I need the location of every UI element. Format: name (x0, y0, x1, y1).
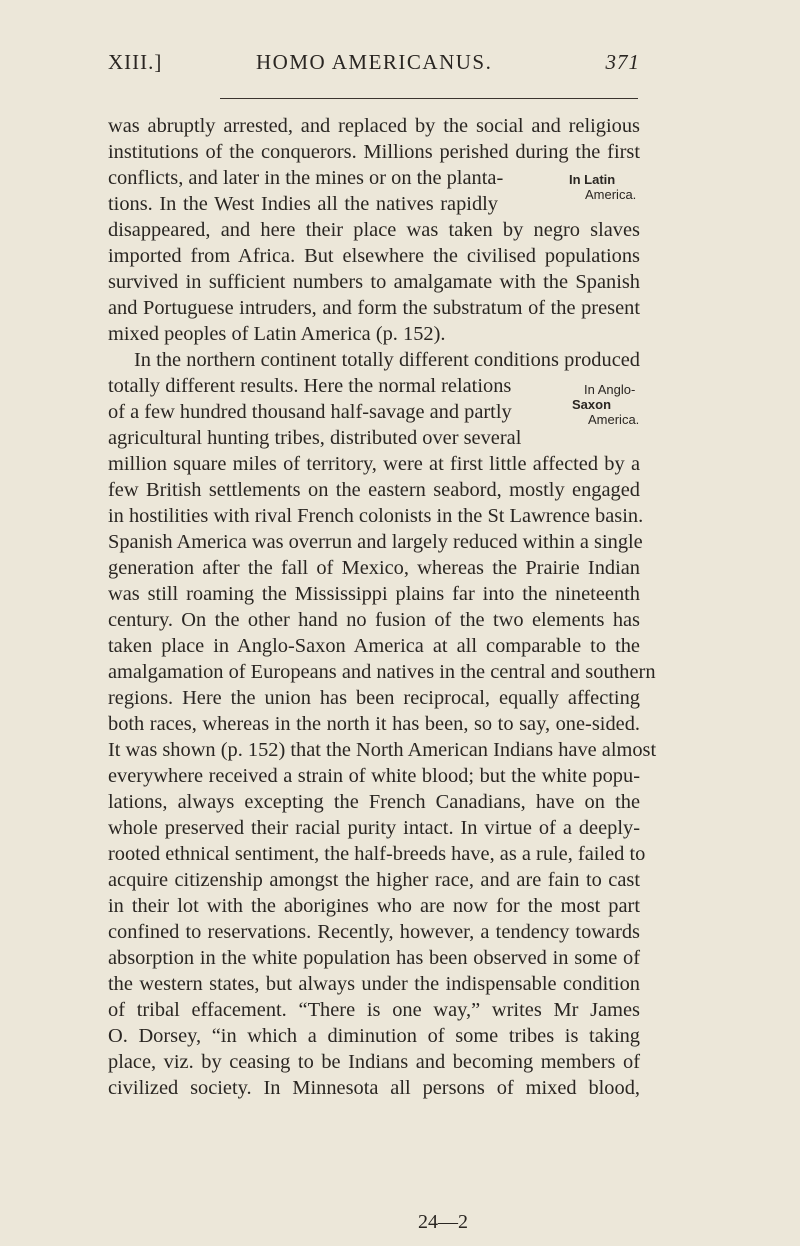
text-line: whole preserved their racial purity intact. In virtue of a deeply- (108, 817, 640, 839)
running-header (108, 50, 640, 84)
text-line: confined to reservations. Recently, however, a tendency towards (108, 921, 640, 943)
margin-note-latin-america (569, 172, 636, 202)
text-line: million square miles of territory, were at first little affected by a (108, 453, 640, 475)
text-line: in their lot with the aborigines who are now for the most part (108, 895, 640, 917)
text-line: and Portuguese intruders, and form the substratum of the present (108, 297, 640, 319)
text-line: was still roaming the Mississippi plains far into the nineteenth (108, 583, 640, 605)
text-line: O. Dorsey, “in which a diminution of some tribes is taking (108, 1025, 640, 1047)
text-line: century. On the other hand no fusion of the two elements has (108, 609, 640, 631)
text-line: in hostilities with rival French colonists in the St Lawrence basin. (108, 505, 644, 527)
text-line: acquire citizenship amongst the higher race, and are fain to cast (108, 869, 640, 891)
text-line: civilized society. In Minnesota all persons of mixed blood, (108, 1077, 640, 1099)
margin-note-line: America. (588, 412, 640, 427)
chapter-number: XIII.] (108, 50, 163, 74)
text-line: absorption in the white population has been observed in some of (108, 947, 640, 969)
text-line: mixed peoples of Latin America (p. 152). (108, 323, 446, 345)
margin-note-line: In Latin (569, 172, 616, 187)
text-line: everywhere received a strain of white blood; but the white popu- (108, 765, 640, 787)
text-line: was abruptly arrested, and replaced by the social and religious (108, 115, 640, 137)
text-line: Spanish America was overrun and largely reduced within a single (108, 531, 643, 553)
text-line: In the northern continent totally different conditions produced (134, 349, 640, 371)
text-line: disappeared, and here their place was taken by negro slaves (108, 219, 640, 241)
text-line: both races, whereas in the north it has been, so to say, one-sided. (108, 713, 640, 735)
text-line: the western states, but always under the indispensable condition (108, 973, 640, 995)
text-line: agricultural hunting tribes, distributed over several (108, 427, 522, 449)
margin-note-line: America. (585, 187, 637, 202)
text-line: taken place in Anglo-Saxon America at all comparable to the (108, 635, 640, 657)
text-line: lations, always excepting the French Canadians, have on the (108, 791, 640, 813)
text-line: of a few hundred thousand half-savage and partly (108, 401, 512, 423)
text-line: few British settlements on the eastern seabord, mostly engaged (108, 479, 640, 501)
margin-note-line: Saxon (572, 397, 612, 412)
text-line: regions. Here the union has been reciprocal, equally affecting (108, 687, 640, 709)
text-line: place, viz. by ceasing to be Indians and becoming members of (108, 1051, 640, 1073)
margin-note-anglo-saxon-america (572, 382, 639, 427)
text-line: survived in sufficient numbers to amalgamate with the Spanish (108, 271, 640, 293)
text-line: It was shown (p. 152) that the North American Indians have almost (108, 739, 657, 761)
text-line: tions. In the West Indies all the natives rapidly (108, 193, 498, 215)
text-line: of tribal effacement. “There is one way,” writes Mr James (108, 999, 640, 1021)
text-line: totally different results. Here the normal relations (108, 375, 512, 397)
header-rule (220, 98, 638, 99)
text-line: amalgamation of Europeans and natives in the central and southern (108, 661, 656, 683)
text-line: rooted ethnical sentiment, the half-breeds have, as a rule, failed to (108, 843, 646, 865)
margin-note-line: In Anglo- (584, 382, 636, 397)
text-line: generation after the fall of Mexico, whereas the Prairie Indian (108, 557, 640, 579)
text-line: imported from Africa. But elsewhere the civilised populations (108, 245, 640, 267)
signature-mark: 24—2 (418, 1211, 468, 1233)
text-line: conflicts, and later in the mines or on the planta- (108, 167, 504, 189)
running-title: HOMO AMERICANUS. (256, 50, 493, 74)
text-line: institutions of the conquerors. Millions perished during the first (108, 141, 640, 163)
page-number: 371 (605, 50, 640, 74)
